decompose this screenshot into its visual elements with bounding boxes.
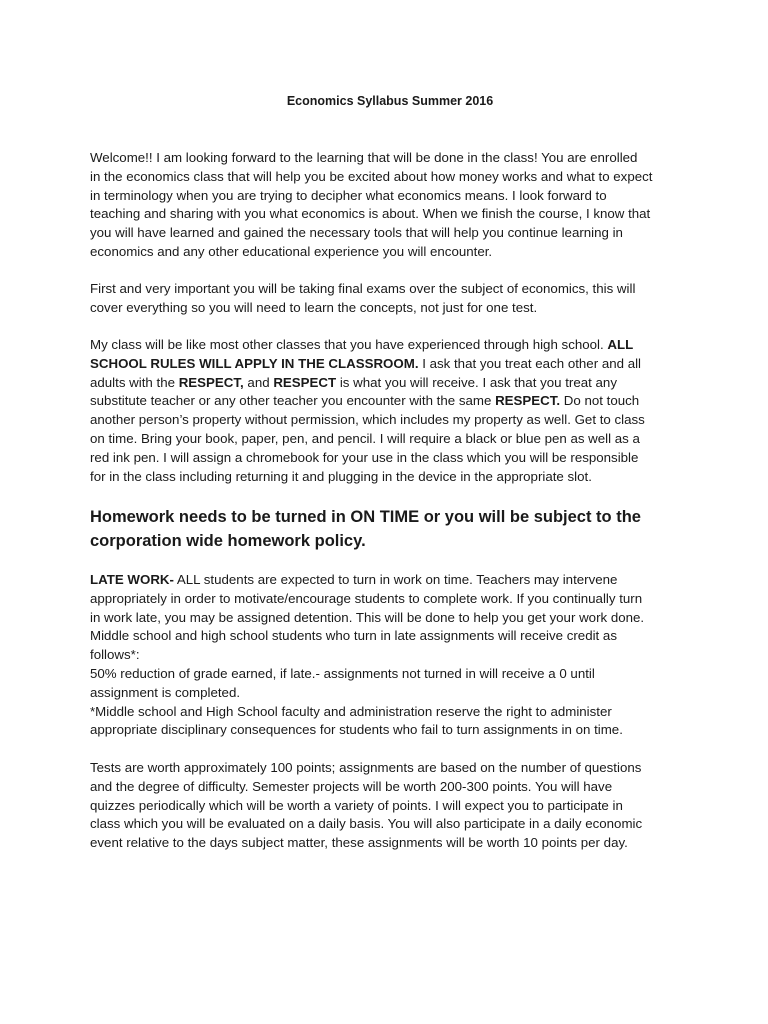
text-line: another person’s property without permission, which includes my property as well. Get to class — [90, 412, 645, 428]
text-line: in work late, you may be assigned detention. This will be done to help you get your work done. — [90, 609, 645, 625]
text-line — [90, 355, 690, 374]
text-line: quizzes periodically which will be worth a variety of points. I will expect you to participate in — [90, 797, 623, 813]
text-line: in the economics class that will help you be excited about how money works and what to expect — [90, 168, 653, 184]
document-title: Economics Syllabus Summer 2016 — [286, 94, 494, 108]
heading-line: Homework needs to be turned in ON TIME or you will be subject to the — [90, 508, 641, 526]
late-work-paragraph — [90, 571, 690, 740]
rules-text: substitute teacher or any other teacher you encounter with the same — [90, 393, 496, 409]
respect-emphasis: RESPECT, — [178, 374, 244, 390]
text-line: red ink pen. I will assign a chromebook for your use in the class which you will be responsible — [90, 449, 639, 465]
text-line: 50% reduction of grade earned, if late.- assignments not turned in will receive a 0 until — [90, 665, 595, 681]
class-rules-paragraph — [90, 336, 690, 486]
text-line: on time. Bring your book, paper, pen, and pencil. I will require a black or blue pen as well as a — [90, 430, 640, 446]
text-line — [90, 374, 690, 393]
text-line: event relative to the days subject matter, these assignments will be worth 10 points per day. — [90, 835, 628, 851]
rules-emphasis: ALL — [607, 337, 634, 352]
rules-text: I ask that you treat each other and all — [418, 355, 642, 371]
text-line: economics and any other educational experience you will encounter. — [90, 243, 493, 259]
text-line: assignment is completed. — [90, 684, 241, 700]
text-line: appropriate disciplinary consequences for students who fail to turn assignments in on time. — [90, 722, 623, 738]
rules-text: Do not touch — [560, 393, 640, 409]
text-line: Welcome!! I am looking forward to the learning that will be done in the class! You are enrolled — [90, 150, 638, 165]
rules-text: My class will be like most other classes that you have experienced through high school. — [90, 337, 608, 352]
text-line: First and very important you will be taking final exams over the subject of economics, this will — [90, 281, 636, 296]
heading-line: corporation wide homework policy. — [90, 532, 366, 550]
text-line: cover everything so you will need to learn the concepts, not just for one test. — [90, 299, 538, 315]
text-line: follows*: — [90, 647, 140, 663]
text-line — [90, 336, 690, 355]
rules-text: adults with the — [90, 374, 179, 390]
rules-text: is what you will receive. I ask that you treat any — [336, 374, 617, 390]
text-line: Middle school and high school students who turn in late assignments will receive credit as — [90, 628, 617, 644]
text-line — [90, 392, 690, 411]
text-line: in terminology when you are trying to decipher what economics means. I look forward to — [90, 187, 607, 203]
late-work-label: LATE WORK- — [90, 572, 174, 587]
text-line: appropriately in order to motivate/encourage students to complete work. If you continually turn — [90, 590, 643, 606]
respect-emphasis: RESPECT. — [495, 393, 561, 409]
respect-emphasis: RESPECT — [273, 374, 337, 390]
text-line — [90, 571, 690, 590]
text-line: *Middle school and High School faculty and administration reserve the right to administer — [90, 703, 612, 719]
text-line: you will have learned and gained the necessary tools that will help you continue learning in — [90, 225, 623, 241]
rules-emphasis: SCHOOL RULES WILL APPLY IN THE CLASSROOM. — [90, 355, 419, 371]
exams-paragraph — [90, 280, 690, 318]
homework-heading — [90, 505, 690, 553]
text-line: Tests are worth approximately 100 points; assignments are based on the number of questions — [90, 760, 642, 775]
text-line: teaching and sharing with you what economics is about. When we finish the course, I know that — [90, 206, 651, 222]
grading-paragraph — [90, 759, 690, 853]
text-line: for in the class including returning it and plugging in the device in the appropriate slot. — [90, 468, 592, 484]
late-work-text: ALL students are expected to turn in work on time. Teachers may intervene — [173, 572, 618, 587]
rules-text: and — [243, 374, 274, 390]
welcome-paragraph — [90, 149, 690, 262]
text-line: and the degree of difficulty. Semester projects will be worth 200-300 points. You will have — [90, 778, 613, 794]
text-line: class which you will be evaluated on a daily basis. You will also participate in a daily economic — [90, 816, 643, 832]
